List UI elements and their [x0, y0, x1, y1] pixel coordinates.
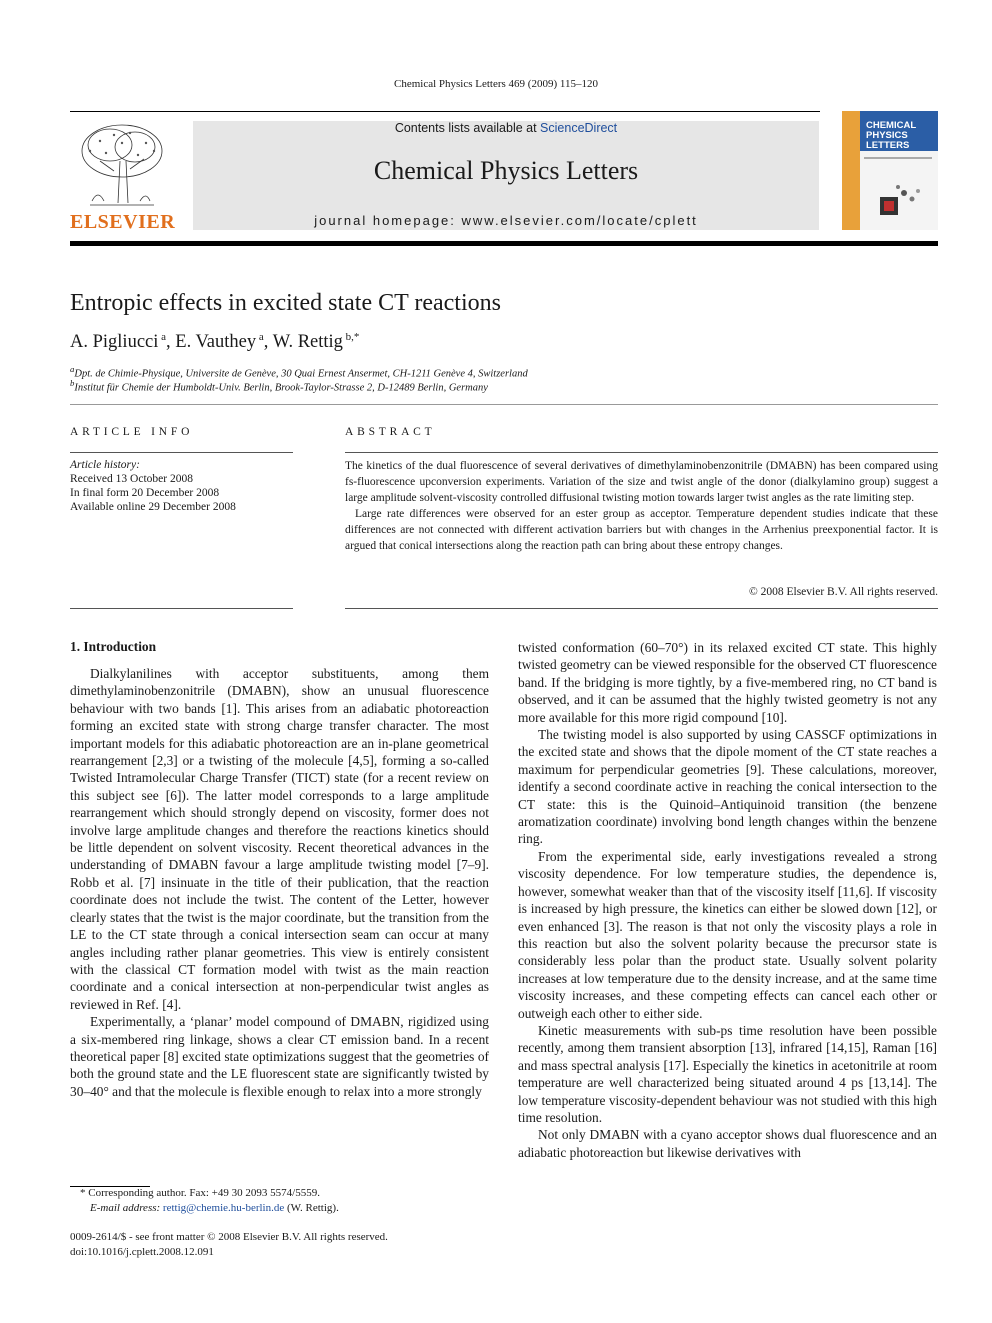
contents-prefix: Contents lists available at	[394, 121, 541, 135]
body-paragraph: Kinetic measurements with sub-ps time resolution have been possible recently, among them transient absorption [13], infrared [14,15], Raman [16] and mass spectral analysis [17]. Especially the kinetics in acetonitrile at room temperature are well characterized being situated around 4 ps [13,14]. The low temperature viscosity-dependent behaviour was not studied with this high time resolution.	[518, 1022, 937, 1125]
author-list: A. Pigliucci $^a$, E. Vauthey $^a$, W. Rettig $^{b,*}$	[70, 331, 360, 353]
article-info-heading: ARTICLE INFO	[70, 426, 194, 438]
history-item: Received 13 October 2008	[70, 473, 193, 485]
journal-homepage[interactable]: journal homepage: www.elsevier.com/locate/cplett	[314, 213, 698, 228]
affiliation-text: Dpt. de Chimie-Physique, Universite de Genève, 30 Quai Ernest Ansermet, CH-1211 Genève 4, Switzerland	[74, 368, 528, 380]
body-paragraph: Experimentally, a ‘planar’ model compound of DMABN, rigidized using a six-membered ring linkage, shows a clear CT emission band. In a recent theoretical paper [8] excited state optimizations suggest that the geometries of both the ground state and the LE fluorescent state are significantly twisted by 30–40° and that the molecule is flexible enough to relax into a more strongly	[70, 1014, 489, 1099]
section-heading-introduction: 1. Introduction	[70, 639, 157, 654]
email-suffix: (W. Rettig).	[284, 1202, 339, 1214]
info-rule	[70, 452, 293, 453]
history-item: In final form 20 December 2008	[70, 487, 220, 499]
abstract-rule	[345, 452, 938, 453]
affiliation-rule	[70, 404, 938, 405]
email-link[interactable]: rettig@chemie.hu-berlin.de	[162, 1202, 285, 1214]
header-rule	[70, 111, 820, 112]
cover-title-line: CHEMICAL	[866, 120, 917, 131]
running-head: Chemical Physics Letters 469 (2009) 115–120	[394, 78, 598, 90]
history-label: Article history:	[70, 459, 140, 471]
sciencedirect-link[interactable]: ScienceDirect	[540, 121, 618, 135]
abstract-body	[345, 458, 938, 554]
affiliation-text: Institut für Chemie der Humboldt-Univ. Berlin, Brook-Taylor-Strasse 2, D-12489 Berlin, Germany	[74, 382, 488, 394]
paper-title: Entropic effects in excited state CT reactions	[70, 290, 501, 316]
publisher-logo-text: ELSEVIER	[70, 211, 176, 233]
author-affil-marker[interactable]: a	[258, 331, 264, 343]
body-column-left	[70, 665, 489, 1100]
doi-line[interactable]: doi:10.1016/j.cplett.2008.12.091	[70, 1245, 214, 1258]
journal-cover-image	[842, 111, 938, 230]
body-paragraph: The twisting model is also supported by using CASSCF optimizations in the excited state and shows that the dipole moment of the CT state reaches a maximum for perpendicular geometries [9]. These calculations, moreover, identify a second coordinate active in reaching the conical intersection to the CT state: this is the Quinoid–Antiquinoid transition (the benzene aromatization coordinate) involving bond length changes within the benzene ring.	[518, 727, 937, 847]
body-column-right	[518, 639, 937, 1161]
history-item: Available online 29 December 2008	[70, 501, 236, 513]
author-affil-marker[interactable]: a	[161, 331, 167, 343]
email-line	[70, 1201, 339, 1216]
abstract-paragraph: The kinetics of the dual fluorescence of several derivatives of dimethylaminobenzonitrile (DMABN) has been compared using fs-fluorescence upconversion experiments. Variation of the size and twist angle of the donor (dialkylamino group) suggest a large amplitude solvent-viscosity controlled diffusional twisting motion towards larger twist angles as the rate limiting step.	[345, 460, 938, 504]
author-name: W. Rettig	[272, 332, 343, 353]
cover-title-line: LETTERS	[866, 140, 910, 151]
cover-title-line: PHYSICS	[866, 130, 908, 141]
body-paragraph: twisted conformation (60–70°) in its relaxed excited CT state. This highly twisted geometry can be viewed responsible for the observed CT fluorescence band. If the bridging is more tightly, by a five-membered ring, no CT band is observed, and it can be assumed that the highly twisted geometry is not any more available for this more rigid compound [10].	[518, 640, 937, 725]
affiliation	[70, 378, 488, 394]
author-affil-marker[interactable]: b,*	[345, 331, 360, 343]
info-bottom-rule	[70, 608, 293, 609]
abstract-heading: ABSTRACT	[345, 426, 436, 438]
contents-line	[193, 121, 819, 135]
body-paragraph: Not only DMABN with a cyano acceptor shows dual fluorescence and an adiabatic photoreaction but likewise derivatives with	[518, 1127, 937, 1160]
abstract-bottom-rule	[345, 608, 938, 609]
author-name: E. Vauthey	[175, 332, 257, 353]
article-history	[70, 458, 236, 514]
journal-title: Chemical Physics Letters	[373, 156, 639, 185]
header-thick-rule	[70, 241, 938, 246]
affiliation-marker: a	[70, 364, 75, 374]
cover-title	[866, 121, 916, 151]
corresponding-author-note: * Corresponding author. Fax: +49 30 2093 5574/5559.	[80, 1187, 320, 1199]
affiliation-marker: b	[70, 378, 75, 388]
body-paragraph: From the experimental side, early investigations revealed a strong viscosity dependence. For low temperature studies, the dependence is, however, somewhat weaker than that of the viscosity itself [11,6]. If viscosity is increased by high pressure, the kinetics can either be slowed down [12], or even enhanced [3]. The reason is that not only the viscosity plays a role in this reaction but also the solvent polarity because the precursor state is considerably less polar than the product state. Usually solvent polarity increases at low temperature due to the density increase, and at the same time viscosity increases, and these competing effects can cancel each other or outweigh each other to either side.	[518, 848, 937, 1021]
body-paragraph: Dialkylanilines with acceptor substituents, among them dimethylaminobenzonitrile (DMABN), show an unusual fluorescence behaviour with two bands [1]. This arises from an adiabatic photoreaction forming an excited state with strong charge transfer character. The most important models for this adiabatic photoreaction are an in-plane geometrical rearrangement [2,3] or a twisting of the molecule [4,5], forming a so-called Twisted Intramolecular Charge Transfer (TICT) state (for a recent review on this subject see [6]). The latter model corresponds to a large amplitude rearrangement which should strongly depend on viscosity, former does not involve large amplitude changes and therefore the reactions kinetics should be little dependent on solvent viscosity. Recent theoretical advances in the understanding of DMABN favour a large amplitude twisting model [7–9]. Robb et al. [7] insinuate in the title of their publication, that the reaction coordinate does not include the twist. The content of the Letter, however clearly states that the twist is the major coordinate, but the transition from the LE to the CT state through a conical intersection seam can occur at many angles including rather planar geometries. This view is entirely consistent with the classical CT formation model with twist as the main reaction coordinate and a conical intersection at non-perpendicular twist angles as reviewed in Ref. [4].	[70, 666, 489, 1012]
author-name: A. Pigliucci	[70, 332, 159, 353]
abstract-copyright: © 2008 Elsevier B.V. All rights reserved.	[749, 586, 938, 598]
issn-line: 0009-2614/$ - see front matter © 2008 Elsevier B.V. All rights reserved.	[70, 1231, 388, 1243]
bottom-matter	[70, 1230, 388, 1259]
abstract-paragraph: Large rate differences were observed for an ester group as acceptor. Temperature dependent studies indicate that these differences are not connected with different activation barriers but with changes in the Arrhenius preexponential factor. It is argued that conical intersections along the reaction path can bring about these entropy changes.	[345, 508, 938, 552]
footnote	[70, 1186, 339, 1216]
email-label: E-mail address:	[90, 1202, 163, 1214]
